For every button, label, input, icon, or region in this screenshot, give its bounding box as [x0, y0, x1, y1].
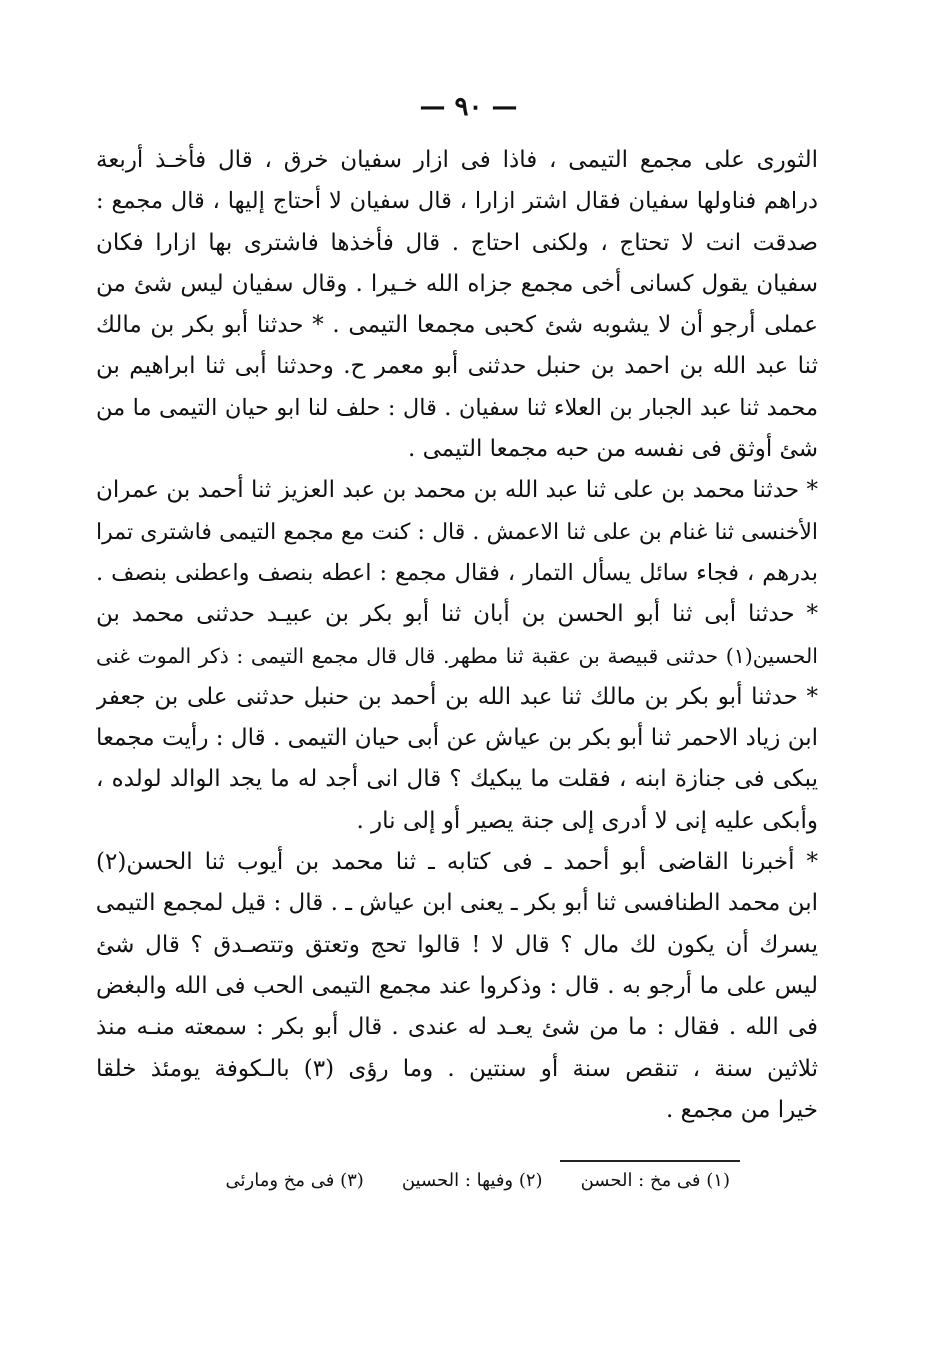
- text-line: * أخبرنا القاضى أبو أحمد ـ فى كتابه ـ ثنا محمد بن أيوب ثنا الحسن(٢): [96, 849, 818, 876]
- footnote: (٣) فى مخ ومارئى: [225, 1170, 364, 1191]
- text-line: ليس على ما أرجو به . قال : وذكروا عند مجمع التيمى الحب فى الله والبغض: [96, 972, 818, 999]
- text-line: سفيان يقول كسانى أخى مجمع جزاه الله خـيرا . وقال سفيان ليس شئ من: [96, 270, 818, 297]
- page-number: — ٩٠ —: [419, 92, 518, 122]
- text-line: عملى أرجو أن لا يشوبه شئ كحبى مجمعا التيمى . * حدثنا أبو بكر بن مالك: [96, 312, 818, 339]
- text-line: يسرك أن يكون لك مال ؟ قال لا ! قالوا تحج وتعتق وتتصـدق ؟ قال شئ: [96, 931, 818, 958]
- text-line: بدرهم ، فجاء سائل يسأل التمار ، فقال مجمع : اعطه بنصف واعطنى بنصف .: [96, 559, 818, 586]
- text-line: ابن زياد الاحمر ثنا أبو بكر بن عياش عن أبى حيان التيمى . قال : رأيت مجمعا: [96, 725, 818, 752]
- text-line: ثنا عبد الله بن احمد بن حنبل حدثنى أبو معمر ح. وحدثنا أبى ثنا ابراهيم بن: [96, 353, 818, 380]
- text-line: الحسين(١) حدثنى قبيصة بن عقبة ثنا مطهر. قال قال مجمع التيمى : ذكر الموت غنى: [96, 643, 818, 668]
- text-line: صدقت انت لا تحتاج ، ولكنى احتاج . قال فأخذها فاشترى بها ازارا فكان: [96, 229, 818, 256]
- text-line: شئ أوثق فى نفسه من حبه مجمعا التيمى .: [407, 436, 818, 463]
- text-line: * حدثنا أبو بكر بن مالك ثنا عبد الله بن أحمد بن حنبل حدثنى على بن جعفر: [96, 683, 818, 710]
- text-line: الأخنسى ثنا غنام بن على ثنا الاعمش . قال : كنت مع مجمع التيمى فاشترى تمرا: [96, 519, 818, 545]
- body-text: [96, 140, 818, 1131]
- text-line: يبكى فى جنازة ابنه ، فقلت ما يبكيك ؟ قال انى أجد له ما يجد الوالد لولده ،: [96, 766, 818, 793]
- text-line: الثورى على مجمع التيمى ، فاذا فى ازار سفيان خرق ، قال فأخـذ أربعة: [96, 147, 818, 173]
- text-line: ثلاثين سنة ، تنقص سنة أو سنتين . وما رؤى (٣) بالـكوفة يومئذ خلقا: [96, 1055, 818, 1082]
- footnote: (١) فى مخ : الحسن: [580, 1170, 730, 1191]
- footnote-divider: [560, 1160, 740, 1162]
- text-line: محمد ثنا عبد الجبار بن العلاء ثنا سفيان . قال : حلف لنا ابو حيان التيمى ما من: [96, 394, 818, 421]
- text-line: فى الله . فقال : ما من شئ يعـد له عندى . قال أبو بكر : سمعته منـه منذ: [96, 1014, 818, 1041]
- text-line: وأبكى عليه إنى لا أدرى إلى جنة يصير أو إلى نار .: [356, 807, 818, 834]
- footnotes: [200, 1166, 730, 1196]
- text-line: دراهم فناولها سفيان فقال اشتر ازارا ، قال سفيان لا أحتاج إليها ، قال مجمع :: [96, 188, 818, 215]
- text-line: * حدثنا محمد بن على ثنا عبد الله بن محمد بن عبد العزيز ثنا أحمد بن عمران: [96, 477, 818, 504]
- text-line: خيرا من مجمع .: [665, 1096, 818, 1123]
- text-line: ابن محمد الطنافسى ثنا أبو بكر ـ يعنى ابن عياش ـ . قال : قيل لمجمع التيمى: [96, 890, 818, 917]
- text-line: * حدثنا أبى ثنا أبو الحسن بن أبان ثنا أبو بكر بن عبيـد حدثنى محمد بن: [96, 601, 818, 628]
- footnote: (٢) وفيها : الحسين: [401, 1170, 543, 1191]
